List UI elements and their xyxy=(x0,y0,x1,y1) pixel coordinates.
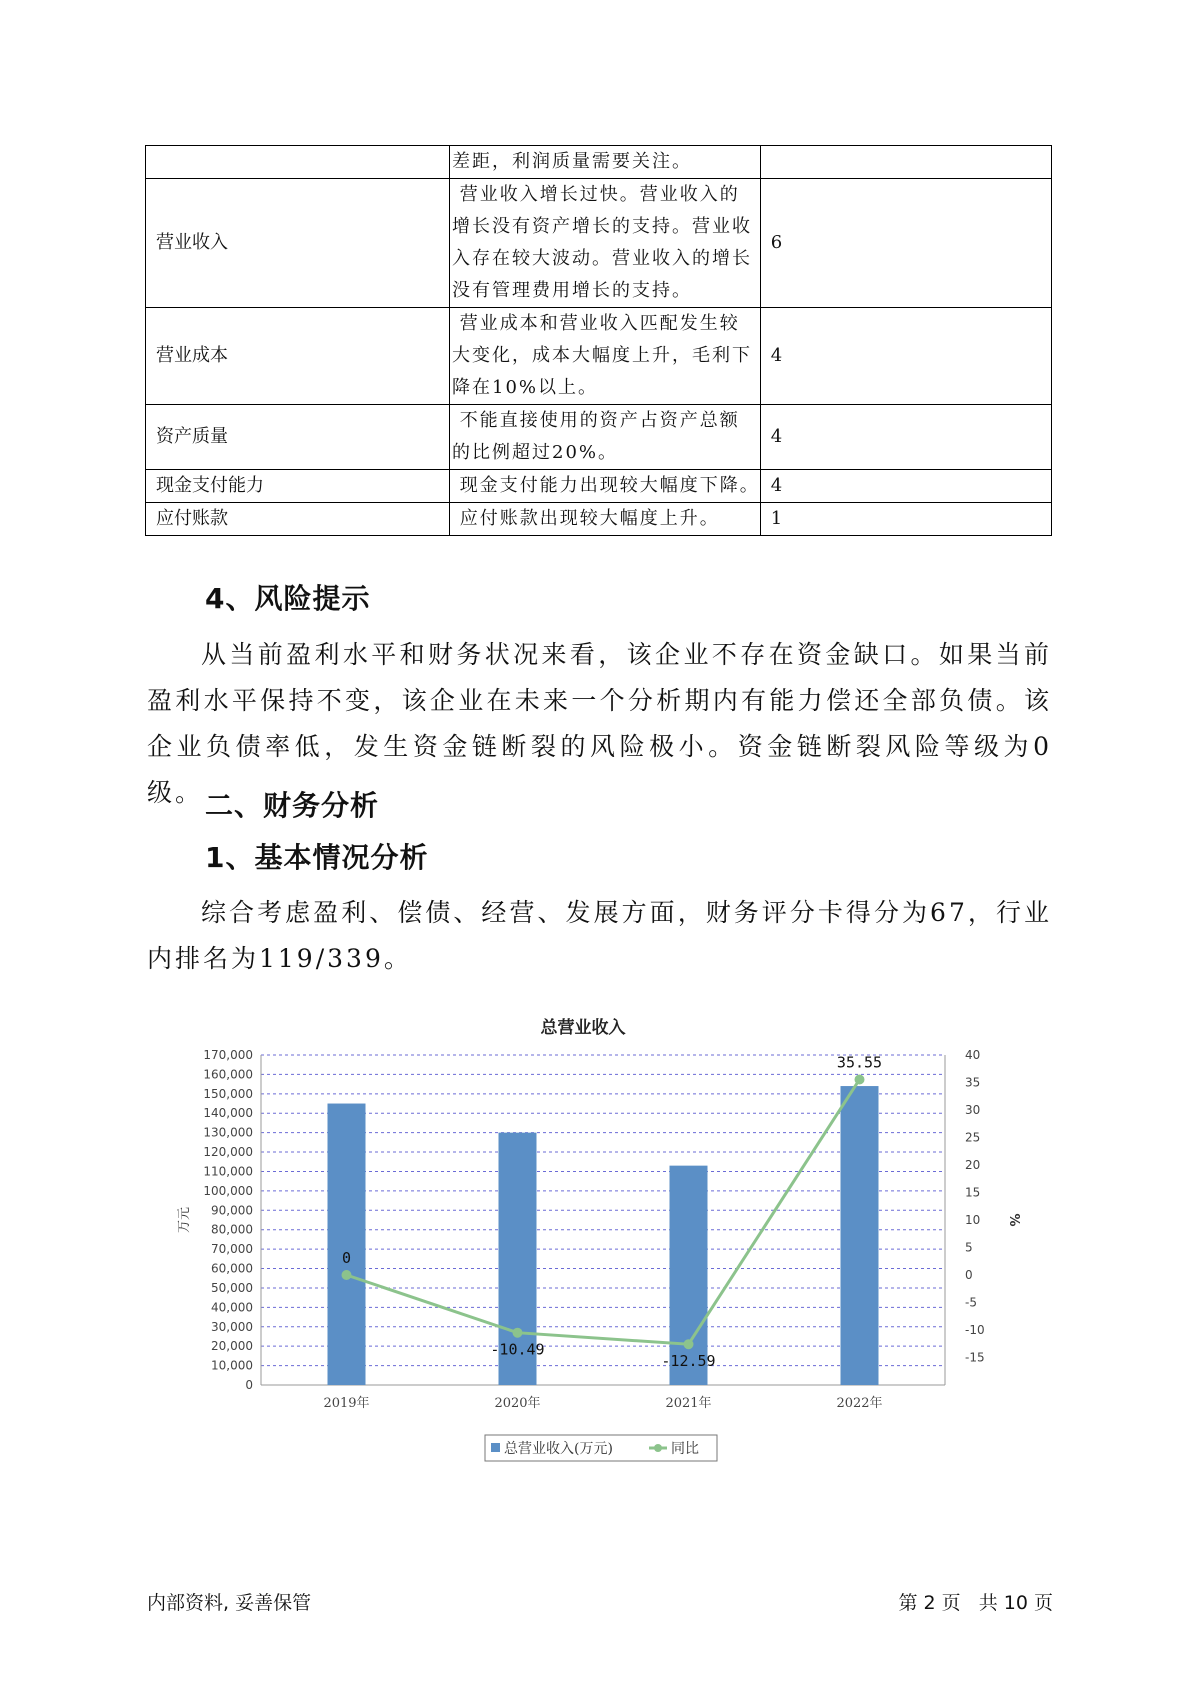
bar xyxy=(328,1104,366,1385)
legend-label: 同比 xyxy=(671,1441,699,1457)
yoy-point xyxy=(855,1074,865,1084)
y-tick-label: 70,000 xyxy=(211,1242,253,1257)
y2-axis-label: % xyxy=(1006,1213,1021,1227)
yoy-point xyxy=(342,1270,352,1280)
y-tick-label: 90,000 xyxy=(211,1203,253,1218)
y2-tick-label: 5 xyxy=(965,1240,973,1255)
bar xyxy=(841,1086,879,1385)
legend-swatch-marker xyxy=(654,1444,662,1452)
y2-tick-label: 10 xyxy=(965,1213,981,1227)
risk-description-line: 不能直接使用的资产占资产总额 xyxy=(452,410,740,431)
legend-swatch-bar xyxy=(491,1443,500,1452)
risk-description-line: 的比例超过20%。 xyxy=(452,442,619,463)
y2-tick-label: 40 xyxy=(965,1048,981,1062)
data-label: 35.55 xyxy=(836,1053,883,1072)
y-tick-label: 10,000 xyxy=(211,1358,253,1373)
y-tick-label: 130,000 xyxy=(203,1125,253,1140)
y2-tick-label: 20 xyxy=(965,1158,981,1172)
data-label: -10.49 xyxy=(490,1340,545,1359)
risk-heading: 4、风险提示 xyxy=(205,582,371,615)
x-tick-label: 2020年 xyxy=(494,1396,541,1411)
y2-tick-label: 30 xyxy=(965,1103,981,1117)
y-tick-label: 160,000 xyxy=(203,1067,253,1082)
y2-tick-label: -15 xyxy=(965,1350,985,1365)
y-tick-label: 20,000 xyxy=(211,1339,253,1354)
risk-description-line: 营业成本和营业收入匹配发生较 xyxy=(452,313,740,334)
risk-description xyxy=(450,405,761,470)
revenue-chart xyxy=(170,1005,1021,1485)
risk-description xyxy=(450,503,761,536)
risk-description-line: 大变化，成本大幅度上升，毛利下 xyxy=(452,345,752,366)
y-axis-label: 万元 xyxy=(177,1206,192,1234)
y-tick-label: 170,000 xyxy=(203,1048,253,1062)
risk-score: 4 xyxy=(760,405,1051,470)
risk-description-line: 差距，利润质量需要关注。 xyxy=(452,151,692,172)
x-tick-label: 2019年 xyxy=(323,1396,370,1411)
y-tick-label: 120,000 xyxy=(203,1145,253,1160)
y2-tick-label: -5 xyxy=(965,1295,977,1310)
yoy-point xyxy=(684,1339,694,1349)
risk-description xyxy=(450,470,761,503)
table-row xyxy=(146,146,1052,179)
risk-description xyxy=(450,146,761,179)
risk-paragraph: 从当前盈利水平和财务状况来看，该企业不存在资金缺口。如果当前盈利水平保持不变，该企业在未来一个分析期内有能力偿还全部负债。该企业负债率低，发生资金链断裂的风险极小。资金链断裂风险等级为0级。 xyxy=(147,640,1052,807)
risk-item xyxy=(146,146,450,179)
table-row xyxy=(146,470,1052,503)
footer-page-number: 第 2 页 共 10 页 xyxy=(898,1592,1053,1614)
risk-description-line: 没有管理费用增长的支持。 xyxy=(452,280,692,301)
finance-paragraph: 综合考虑盈利、偿债、经营、发展方面，财务评分卡得分为67，行业内排名为119/339。 xyxy=(147,898,1052,973)
y2-tick-label: -10 xyxy=(965,1323,985,1337)
y-tick-label: 50,000 xyxy=(211,1280,253,1295)
risk-item: 应付账款 xyxy=(146,503,450,536)
table-row xyxy=(146,503,1052,536)
table-row xyxy=(146,405,1052,470)
y2-tick-label: 15 xyxy=(965,1185,981,1200)
risk-description-line: 入存在较大波动。营业收入的增长 xyxy=(452,248,752,269)
y-tick-label: 110,000 xyxy=(203,1164,253,1179)
chart-title: 总营业收入 xyxy=(540,1018,626,1038)
yoy-line xyxy=(347,1079,860,1344)
table-row xyxy=(146,179,1052,308)
basic-analysis-heading: 1、基本情况分析 xyxy=(205,841,429,874)
y-tick-label: 100,000 xyxy=(203,1183,253,1198)
y-tick-label: 30,000 xyxy=(211,1319,253,1334)
footer-note: 内部资料, 妥善保管 xyxy=(147,1592,312,1614)
risk-table xyxy=(145,145,1052,536)
data-label: 0 xyxy=(341,1249,352,1267)
risk-item: 营业成本 xyxy=(146,308,450,405)
risk-description xyxy=(450,308,761,405)
risk-score: 6 xyxy=(760,179,1051,308)
legend-label: 总营业收入(万元) xyxy=(504,1441,613,1457)
risk-score: 4 xyxy=(760,470,1051,503)
risk-description-line: 降在10%以上。 xyxy=(452,377,599,398)
risk-description-line: 增长没有资产增长的支持。营业收 xyxy=(452,216,752,237)
risk-item: 营业收入 xyxy=(146,179,450,308)
risk-description-line: 营业收入增长过快。营业收入的 xyxy=(452,184,740,205)
risk-description-line: 现金支付能力出现较大幅度下降。 xyxy=(452,475,760,496)
y2-tick-label: 25 xyxy=(965,1130,981,1145)
x-tick-label: 2022年 xyxy=(836,1396,883,1411)
y-tick-label: 40,000 xyxy=(211,1300,253,1315)
data-label: -12.59 xyxy=(661,1352,716,1371)
risk-description-line: 应付账款出现较大幅度上升。 xyxy=(452,508,720,529)
y-tick-label: 0 xyxy=(245,1378,253,1392)
y-tick-label: 80,000 xyxy=(211,1222,253,1237)
risk-item: 资产质量 xyxy=(146,405,450,470)
risk-score: 4 xyxy=(760,308,1051,405)
finance-heading: 二、财务分析 xyxy=(205,789,380,822)
yoy-point xyxy=(513,1328,523,1338)
risk-item: 现金支付能力 xyxy=(146,470,450,503)
table-row xyxy=(146,308,1052,405)
y-tick-label: 60,000 xyxy=(211,1261,253,1276)
risk-score: 1 xyxy=(760,503,1051,536)
y2-tick-label: 0 xyxy=(965,1268,973,1282)
risk-description xyxy=(450,179,761,308)
y-tick-label: 140,000 xyxy=(203,1106,253,1121)
x-tick-label: 2021年 xyxy=(665,1396,712,1411)
risk-score xyxy=(760,146,1051,179)
y2-tick-label: 35 xyxy=(965,1075,981,1090)
y-tick-label: 150,000 xyxy=(203,1086,253,1101)
